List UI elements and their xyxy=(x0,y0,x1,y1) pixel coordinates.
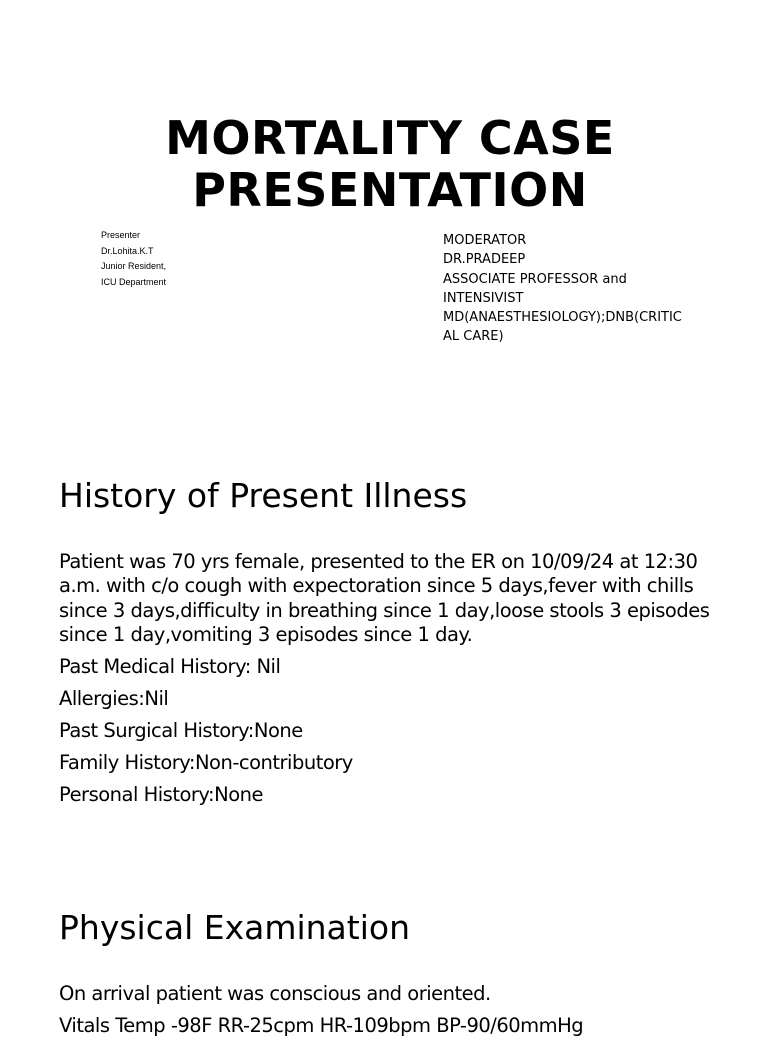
presenter-role: Junior Resident, xyxy=(101,261,167,271)
history-paragraph-line: Patient was 70 yrs female, presented to the ER on 10/09/24 at 12:30 xyxy=(59,550,698,573)
moderator-label: MODERATOR xyxy=(443,233,527,248)
moderator-qualification-line-2: AL CARE) xyxy=(443,329,504,345)
family-history: Family History:Non-contributory xyxy=(59,751,353,775)
presenter-block xyxy=(101,228,166,290)
slide-physical-examination xyxy=(0,872,768,1038)
history-body xyxy=(59,550,719,816)
title-line-1: MORTALITY CASE xyxy=(165,111,615,165)
slide-history xyxy=(0,440,768,872)
history-paragraph-line: since 1 day,vomiting 3 episodes since 1 day. xyxy=(59,622,473,646)
past-medical-history: Past Medical History: Nil xyxy=(59,654,281,678)
moderator-name: DR.PRADEEP xyxy=(443,252,526,268)
personal-history: Personal History:None xyxy=(59,783,263,807)
history-heading: History of Present Illness xyxy=(59,476,468,515)
presenter-name: Dr.Lohita.K.T xyxy=(101,245,154,256)
presentation-title xyxy=(0,112,780,216)
exam-vitals: Vitals Temp -98F RR-25cpm HR-109bpm BP-90/60mmHg xyxy=(59,1014,584,1038)
physical-exam-heading: Physical Examination xyxy=(59,908,410,947)
allergies: Allergies:Nil xyxy=(59,686,169,710)
history-paragraph xyxy=(59,550,719,647)
moderator-block xyxy=(443,231,693,347)
moderator-title-line-1: ASSOCIATE PROFESSOR and xyxy=(443,271,627,287)
history-paragraph-line: since 3 days,difficulty in breathing since 1 day,loose stools 3 episodes xyxy=(59,598,710,622)
presenter-label: Presenter xyxy=(101,230,141,240)
title-line-2: PRESENTATION xyxy=(192,163,588,217)
exam-arrival-status: On arrival patient was conscious and oriented. xyxy=(59,982,491,1005)
physical-exam-body xyxy=(59,982,719,1046)
moderator-qualification-line-1: MD(ANAESTHESIOLOGY);DNB(CRITIC xyxy=(443,310,682,326)
presenter-department: ICU Department xyxy=(101,276,167,287)
moderator-title-line-2: INTENSIVIST xyxy=(443,290,524,306)
past-surgical-history: Past Surgical History:None xyxy=(59,719,303,743)
history-paragraph-line: a.m. with c/o cough with expectoration since 5 days,fever with chills xyxy=(59,574,694,598)
slide-title xyxy=(0,0,768,440)
